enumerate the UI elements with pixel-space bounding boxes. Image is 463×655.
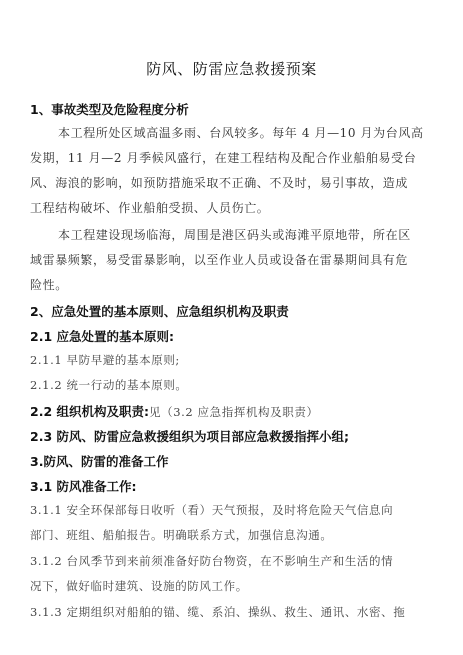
paragraph-line: 风、海浪的影响，如预防措施采取不正确、不及时，易引事故，造成 [30, 176, 409, 190]
document-title: 防风、防雷应急救援预案 [146, 60, 317, 78]
section-2-2-row [30, 402, 445, 420]
paragraph-line: 3.1.2 台风季节到来前须准备好防台物资，在不影响生产和生活的情 [30, 554, 394, 568]
list-item: 2.1.1 早防早避的基本原则; [30, 353, 180, 367]
section-2-2-heading: 2.2 组织机构及职责: [30, 404, 149, 419]
paragraph-line: 工程结构破坏、作业船舶受损、人员伤亡。 [30, 201, 270, 215]
section-2-2-text: 见（3.2 应急指挥机构及职责） [149, 405, 319, 419]
paragraph-line: 况下，做好临时建筑、设施的防风工作。 [30, 579, 248, 593]
paragraph-line: 3.1.1 安全环保部每日收听（看）天气预报，及时将危险天气信息向 [30, 503, 394, 517]
paragraph-line: 3.1.3 定期组织对船舶的锚、缆、系泊、操纵、救生、通讯、水密、拖 [30, 605, 406, 619]
paragraph-line: 部门、班组、船舶报告。明确联系方式，加强信息沟通。 [30, 528, 333, 542]
section-3-heading: 3.防风、防雷的准备工作 [30, 454, 169, 469]
section-3-1-heading: 3.1 防风准备工作: [30, 479, 137, 494]
paragraph-line: 域雷暴频繁，易受雷暴影响，以至作业人员或设备在雷暴期间具有危 [30, 253, 409, 267]
paragraph-line: 险性。 [30, 278, 68, 292]
section-2-3-heading: 2.3 防风、防雷应急救援组织为项目部应急救援指挥小组; [30, 429, 349, 444]
section-2-1-heading: 2.1 应急处置的基本原则: [30, 329, 174, 344]
paragraph-line: 本工程所处区域高温多雨、台风较多。每年 4 月—10 月为台风高 [58, 126, 424, 140]
section-1-heading: 1、事故类型及危险程度分析 [30, 102, 189, 117]
section-2-heading: 2、应急处置的基本原则、应急组织机构及职责 [30, 304, 289, 319]
paragraph-line: 发期，11 月—2 月季候风盛行，在建工程结构及配合作业船舶易受台 [30, 151, 417, 165]
paragraph-line: 本工程建设现场临海，周围是港区码头或海滩平原地带，所在区 [58, 228, 411, 242]
list-item: 2.1.2 统一行动的基本原则。 [30, 378, 188, 392]
